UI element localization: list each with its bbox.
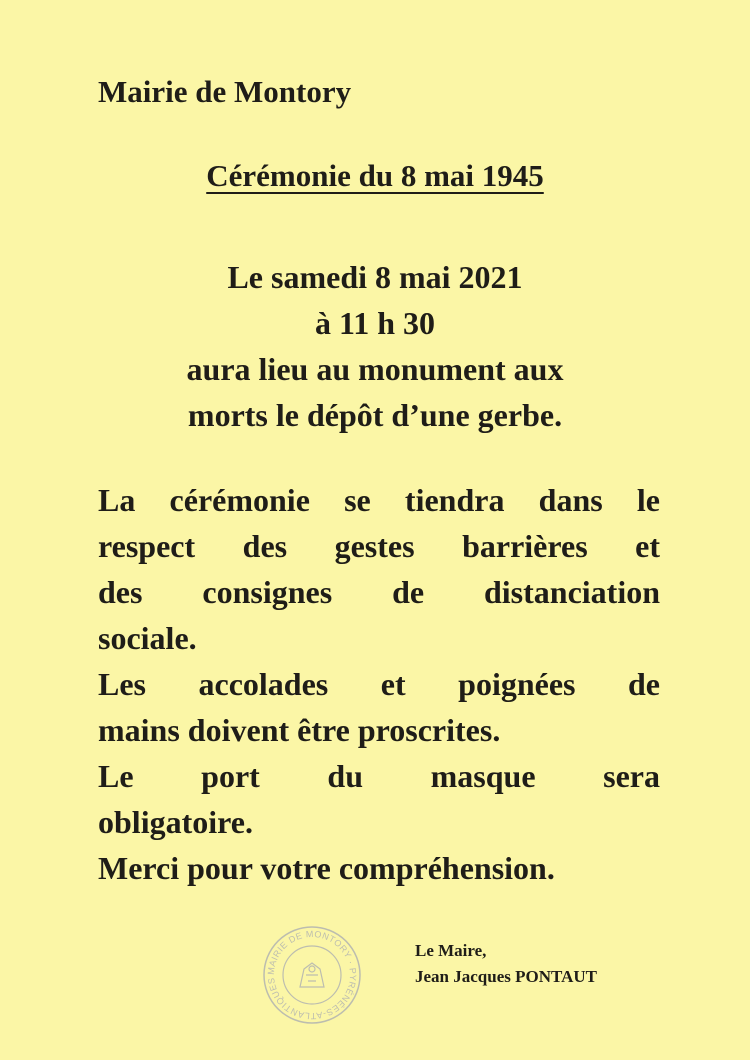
notice-title-text: Cérémonie du 8 mai 1945	[206, 158, 544, 193]
body-line: obligatoire.	[98, 804, 253, 840]
event-details	[0, 254, 750, 438]
body-line: Le port du masque sera	[98, 758, 660, 794]
town-seal-stamp	[262, 925, 362, 1025]
notice-title	[0, 158, 750, 194]
signatory-name: Jean Jacques PONTAUT	[415, 967, 597, 986]
body-line: Les accolades et poignées de	[98, 666, 660, 702]
svg-text:MAIRIE DE MONTORY · PYRÉNÉES-A: MAIRIE DE MONTORY · PYRÉNÉES-ATLANTIQUES	[265, 928, 359, 1022]
notice-body	[98, 477, 660, 891]
event-date-line: Le samedi 8 mai 2021	[227, 259, 523, 295]
body-line: Merci pour votre compréhension.	[98, 850, 555, 886]
signatory-role: Le Maire,	[415, 941, 487, 960]
body-line: respect des gestes barrières et	[98, 528, 660, 564]
event-time-line: à 11 h 30	[314, 305, 436, 341]
event-location-line: aura lieu au monument aux	[186, 351, 564, 387]
body-line: sociale.	[98, 620, 197, 656]
signature-block	[415, 938, 597, 990]
body-line: des consignes de distanciation	[98, 574, 660, 610]
event-description-line: morts le dépôt d’une gerbe.	[187, 397, 563, 433]
organization-name: Mairie de Montory	[98, 74, 352, 109]
body-line: mains doivent être proscrites.	[98, 712, 501, 748]
body-line: La cérémonie se tiendra dans le	[98, 482, 660, 518]
